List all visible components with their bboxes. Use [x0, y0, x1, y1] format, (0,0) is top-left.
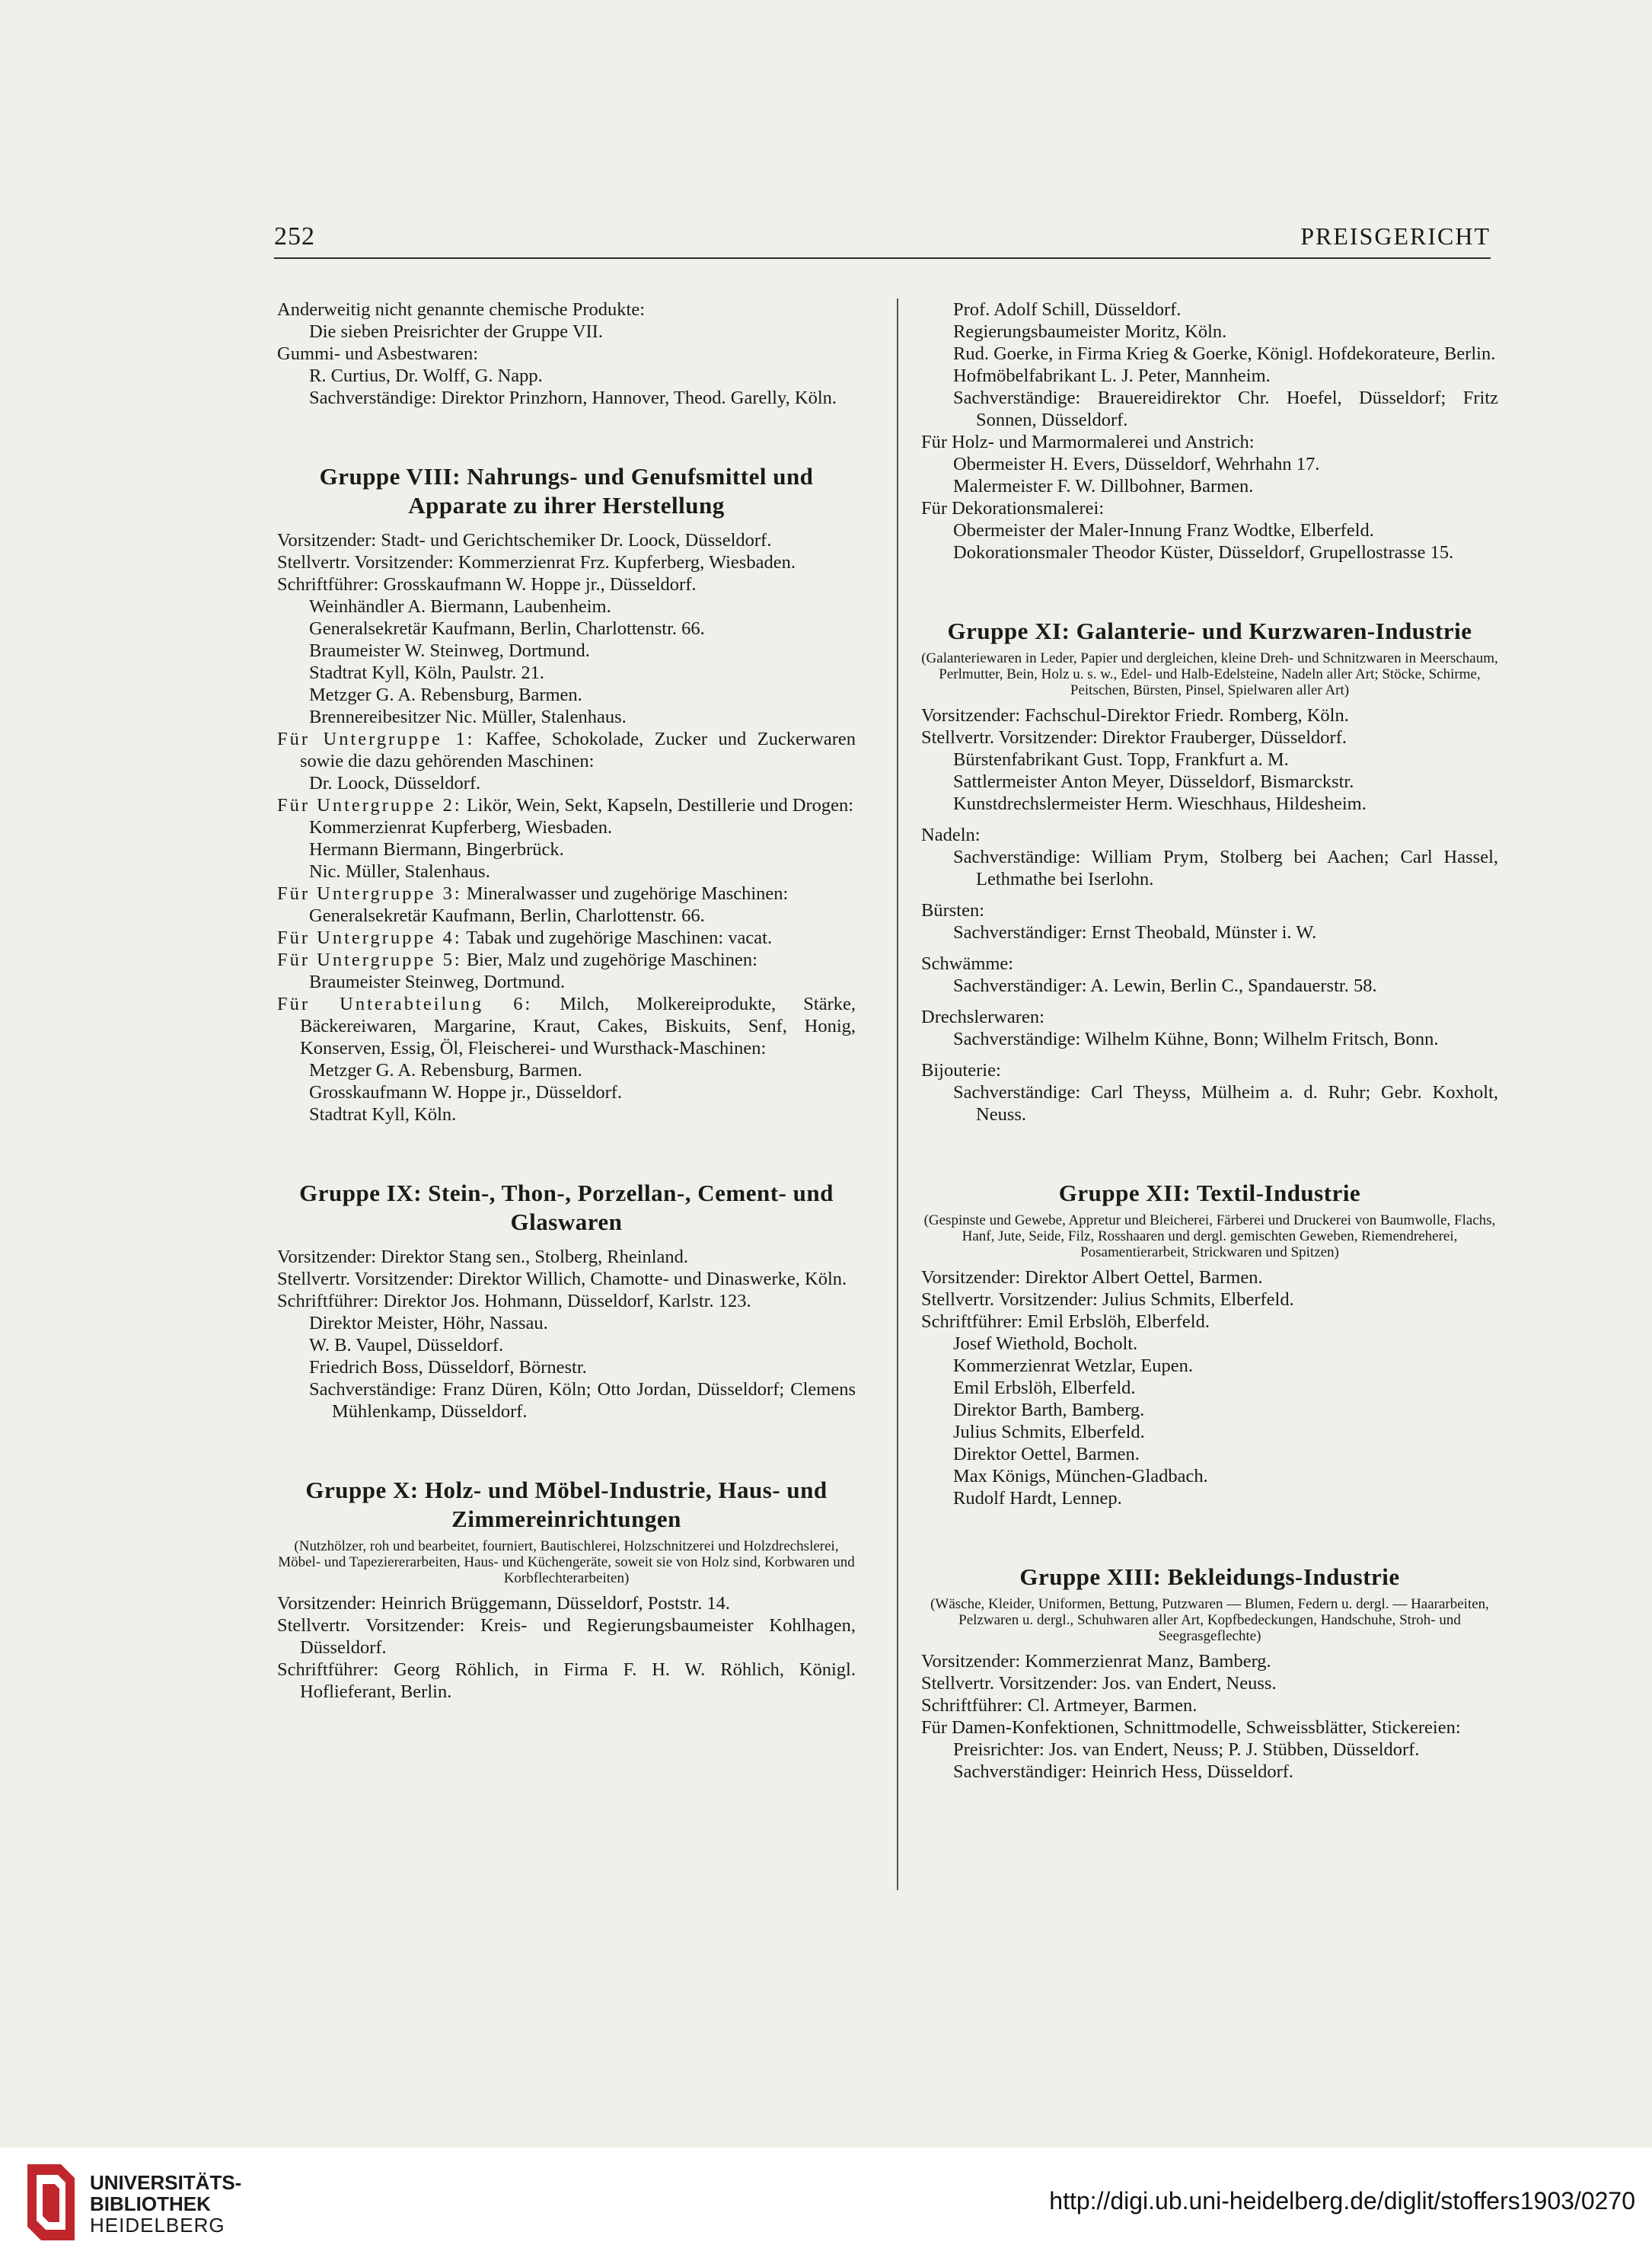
spacer [921, 1126, 1498, 1179]
member-line: Generalsekretär Kaufmann, Berlin, Charlottenstr. 66. [309, 618, 705, 639]
subgroup-text: Milch, Molkereiprodukte, Stärke, Bäckereiwaren, Margarine, Kraut, Cakes, Biskuits, Senf, Honig, Konserven, Essig, Öl, Fleischerei- und Wursthack-Maschinen: [300, 994, 856, 1059]
spacer [921, 997, 1498, 1006]
library-name-line: BIBLIOTHEK [90, 2192, 211, 2215]
subgroup-entry [277, 927, 856, 949]
library-logo-icon [21, 2164, 75, 2240]
member-line: Weinhändler A. Biermann, Laubenheim. [309, 596, 611, 617]
spacer [921, 944, 1498, 953]
page-number: 252 [274, 222, 315, 251]
entry-line: Vorsitzender: Heinrich Brüggemann, Düsseldorf, Poststr. 14. [277, 1593, 730, 1614]
entry-line: Vorsitzender: Direktor Albert Oettel, Barmen. [921, 1267, 1263, 1288]
member-line: Dokorationsmaler Theodor Küster, Düsseldorf, Grupellostrasse 15. [953, 542, 1454, 563]
subgroup-entry [277, 949, 856, 971]
member-line: Josef Wiethold, Bocholt. [953, 1333, 1138, 1354]
viewer-footer [0, 2147, 1652, 2264]
member-line: Preisrichter: Jos. van Endert, Neuss; P. J. Stübben, Düsseldorf. [953, 1739, 1420, 1760]
member-line: W. B. Vaupel, Düsseldorf. [309, 1335, 504, 1356]
member-line: Brennereibesitzer Nic. Müller, Stalenhaus. [309, 707, 627, 727]
spacer [277, 520, 856, 529]
subgroup-text: Likör, Wein, Sekt, Kapseln, Destillerie und Drogen: [466, 795, 854, 816]
experts-line: Sachverständige: William Prym, Stolberg bei Aachen; Carl Hassel, Lethmathe bei Iserlohn. [953, 847, 1498, 889]
group-subtitle-xi: (Galanteriewaren in Leder, Papier und dergleichen, kleine Dreh- und Schnitzwaren in Meerschaum, Perlmutter, Bein, Holz u. s. w., Edel- und Halb-Edelsteine, Nadeln aller Art; Stöcke, Schirme, Peitschen, Bürsten, Pinsel, Spielwaren aller Art) [921, 650, 1498, 698]
subgroup-label: Für Unterabteilung 6: [277, 994, 533, 1014]
spacer [277, 409, 856, 462]
member-line: Metzger G. A. Rebensburg, Barmen. [309, 685, 582, 705]
experts-line: Sachverständige: Carl Theyss, Mülheim a. d. Ruhr; Gebr. Koxholt, Neuss. [953, 1082, 1498, 1125]
entry-line: Vorsitzender: Fachschul-Direktor Friedr. Romberg, Köln. [921, 705, 1349, 726]
spacer [921, 890, 1498, 899]
subgroup-label: Für Untergruppe 5: [277, 950, 462, 970]
column-divider [897, 299, 898, 1890]
member-line: Rud. Goerke, in Firma Krieg & Goerke, Königl. Hofdekorateure, Berlin. [953, 343, 1496, 364]
entry-line: Vorsitzender: Kommerzienrat Manz, Bamberg. [921, 1651, 1271, 1672]
member-line: Julius Schmits, Elberfeld. [953, 1422, 1145, 1442]
member-line: Obermeister der Maler-Innung Franz Wodtke, Elberfeld. [953, 520, 1374, 541]
entry-line: Stellvertr. Vorsitzender: Julius Schmits, Elberfeld. [921, 1289, 1294, 1310]
member-line: Rudolf Hardt, Lennep. [953, 1488, 1122, 1509]
group-title-xiii: Gruppe XIII: Bekleidungs-Industrie [1019, 1563, 1400, 1590]
section-label: Für Dekorationsmalerei: [921, 498, 1105, 519]
intro-line: Die sieben Preisrichter der Gruppe VII. [309, 321, 603, 342]
group-title-x: Gruppe X: Holz- und Möbel-Industrie, Haus- und Zimmereinrichtungen [305, 1477, 828, 1532]
entry-line: Vorsitzender: Stadt- und Gerichtschemiker Dr. Loock, Düsseldorf. [277, 530, 772, 551]
library-name-line: UNIVERSITÄTS- [90, 2171, 242, 2194]
member-line: Stadtrat Kyll, Köln, Paulstr. 21. [309, 663, 544, 683]
spacer [277, 1423, 856, 1476]
experts-line: Sachverständiger: A. Lewin, Berlin C., Spandauerstr. 58. [953, 976, 1377, 996]
member-line: Kunstdrechslermeister Herm. Wieschhaus, Hildesheim. [953, 794, 1367, 814]
spacer [277, 1126, 856, 1179]
running-title: PREISGERICHT [1300, 222, 1491, 250]
entry-line: Stellvertr. Vorsitzender: Jos. van Endert, Neuss. [921, 1673, 1277, 1694]
experts-line: Sachverständige: Wilhelm Kühne, Bonn; Wilhelm Fritsch, Bonn. [953, 1029, 1439, 1049]
entry-line: Stellvertr. Vorsitzender: Kreis- und Regierungsbaumeister Kohlhagen, Düsseldorf. [277, 1615, 856, 1658]
library-name [90, 2172, 241, 2236]
section-label: Bijouterie: [921, 1060, 1001, 1081]
experts-line: Sachverständige: Brauereidirektor Chr. Hoefel, Düsseldorf; Fritz Sonnen, Düsseldorf. [953, 388, 1498, 430]
member-line: Malermeister F. W. Dillbohner, Barmen. [953, 476, 1254, 497]
member-line: Friedrich Boss, Düsseldorf, Börnestr. [309, 1357, 587, 1378]
intro-line: R. Curtius, Dr. Wolff, G. Napp. [309, 366, 543, 386]
spacer [277, 1237, 856, 1246]
member-line: Grosskaufmann W. Hoppe jr., Düsseldorf. [309, 1082, 623, 1103]
member-line: Metzger G. A. Rebensburg, Barmen. [309, 1060, 582, 1081]
group-title-xi: Gruppe XI: Galanterie- und Kurzwaren-Industrie [947, 618, 1472, 644]
intro-line: Anderweitig nicht genannte chemische Produkte: [277, 299, 646, 320]
group-title-ix: Gruppe IX: Stein-, Thon-, Porzellan-, Cement- und Glaswaren [299, 1180, 834, 1235]
member-line: Braumeister Steinweg, Dortmund. [309, 972, 566, 992]
subgroup-text: Kaffee, Schokolade, Zucker und Zuckerwaren sowie die dazu gehörenden Maschinen: [300, 729, 856, 771]
member-line: Sachverständiger: Heinrich Hess, Düsseldorf. [953, 1761, 1294, 1782]
section-label: Bürsten: [921, 900, 985, 921]
section-label: Nadeln: [921, 825, 981, 845]
subgroup-entry [277, 728, 856, 772]
library-name-line: HEIDELBERG [90, 2214, 225, 2237]
member-line: Stadtrat Kyll, Köln. [309, 1104, 457, 1125]
section-label: Schwämme: [921, 953, 1014, 974]
subgroup-text: Tabak und zugehörige Maschinen: vacat. [466, 928, 773, 948]
member-line: Max Königs, München-Gladbach. [953, 1466, 1208, 1486]
entry-line: Für Damen-Konfektionen, Schnittmodelle, Schweissblätter, Stickereien: [921, 1717, 1461, 1738]
subgroup-label: Für Untergruppe 4: [277, 928, 462, 948]
member-line: Kommerzienrat Kupferberg, Wiesbaden. [309, 817, 613, 838]
spacer [921, 1509, 1498, 1563]
group-title-viii: Gruppe VIII: Nahrungs- und Genufsmittel und Apparate zu ihrer Herstellung [319, 463, 814, 519]
group-subtitle-xiii: (Wäsche, Kleider, Uniformen, Bettung, Putzwaren — Blumen, Federn u. dergl. — Haararbeiten, Pelzwaren u. dergl., Schuhwaren aller Art, Kopfbedeckungen, Handschuhe, Stroh- und Seegrasgeflechte) [930, 1596, 1489, 1644]
section-label: Drechslerwaren: [921, 1007, 1044, 1027]
entry-line: Schriftführer: Grosskaufmann W. Hoppe jr., Düsseldorf. [277, 574, 697, 595]
entry-line: Schriftführer: Emil Erbslöh, Elberfeld. [921, 1311, 1210, 1332]
subgroup-text: Bier, Malz und zugehörige Maschinen: [466, 950, 757, 970]
entry-line: Schriftführer: Georg Röhlich, in Firma F. H. W. Röhlich, Königl. Hoflieferant, Berlin. [277, 1659, 856, 1702]
entry-line: Stellvertr. Vorsitzender: Direktor Frauberger, Düsseldorf. [921, 727, 1347, 748]
entry-line: Schriftführer: Direktor Jos. Hohmann, Düsseldorf, Karlstr. 123. [277, 1291, 751, 1311]
experts-line: Sachverständige: Franz Düren, Köln; Otto Jordan, Düsseldorf; Clemens Mühlenkamp, Düsseldorf. [309, 1379, 856, 1422]
member-line: Kommerzienrat Wetzlar, Eupen. [953, 1356, 1193, 1376]
subgroup-label: Für Untergruppe 2: [277, 795, 462, 816]
subgroup-entry [277, 883, 856, 905]
entry-line: Stellvertr. Vorsitzender: Direktor Willich, Chamotte- und Dinaswerke, Köln. [277, 1269, 847, 1289]
group-subtitle-x: (Nutzhölzer, roh und bearbeitet, fourniert, Bautischlerei, Holzschnitzerei und Holzdrechslerei, Möbel- und Tapeziererarbeiten, Haus- und Küchengeräte, soweit sie von Holz sind, Korbwaren und Korbflechterarbeiten) [278, 1538, 855, 1586]
spacer [921, 815, 1498, 824]
member-line: Emil Erbslöh, Elberfeld. [953, 1378, 1136, 1398]
member-line: Bürstenfabrikant Gust. Topp, Frankfurt a. M. [953, 749, 1289, 770]
experts-line: Sachverständiger: Ernst Theobald, Münster i. W. [953, 922, 1317, 943]
permalink-url[interactable]: http://digi.ub.uni-heidelberg.de/diglit/stoffers1903/0270 [1049, 2187, 1635, 2215]
left-column [277, 299, 856, 1703]
member-line: Hofmöbelfabrikant L. J. Peter, Mannheim. [953, 366, 1271, 386]
group-title-xii: Gruppe XII: Textil-Industrie [1058, 1180, 1361, 1206]
entry-line: Vorsitzender: Direktor Stang sen., Stolberg, Rheinland. [277, 1247, 689, 1267]
intro-line: Gummi- und Asbestwaren: [277, 343, 479, 364]
entry-line: Stellvertr. Vorsitzender: Kommerzienrat Frz. Kupferberg, Wiesbaden. [277, 552, 796, 573]
member-line: Nic. Müller, Stalenhaus. [309, 861, 490, 882]
subgroup-label: Für Untergruppe 1: [277, 729, 475, 749]
spacer [921, 1050, 1498, 1059]
member-line: Obermeister H. Evers, Düsseldorf, Wehrhahn 17. [953, 454, 1320, 474]
entry-line: Schriftführer: Cl. Artmeyer, Barmen. [921, 1695, 1198, 1716]
member-line: Braumeister W. Steinweg, Dortmund. [309, 640, 590, 661]
member-line: Prof. Adolf Schill, Düsseldorf. [953, 299, 1182, 320]
section-label: Für Holz- und Marmormalerei und Anstrich: [921, 432, 1255, 452]
member-line: Direktor Oettel, Barmen. [953, 1444, 1140, 1464]
group-subtitle-xii: (Gespinste und Gewebe, Appretur und Bleicherei, Färberei und Druckerei von Baumwolle, Flachs, Hanf, Jute, Seide, Filz, Rosshaaren und dergl. gemischten Geweben, Riemendreherei, Posamentierarbeit, Strickwaren und Spitzen) [923, 1212, 1496, 1260]
member-line: Sattlermeister Anton Meyer, Düsseldorf, Bismarckstr. [953, 771, 1354, 792]
member-line: Generalsekretär Kaufmann, Berlin, Charlottenstr. 66. [309, 905, 705, 926]
member-line: Direktor Meister, Höhr, Nassau. [309, 1313, 548, 1333]
member-line: Regierungsbaumeister Moritz, Köln. [953, 321, 1227, 342]
member-line: Hermann Biermann, Bingerbrück. [309, 839, 564, 860]
member-line: Direktor Barth, Bamberg. [953, 1400, 1145, 1420]
intro-line: Sachverständige: Direktor Prinzhorn, Hannover, Theod. Garelly, Köln. [309, 388, 837, 408]
member-line: Dr. Loock, Düsseldorf. [309, 773, 481, 794]
subgroup-text: Mineralwasser und zugehörige Maschinen: [466, 883, 789, 904]
subgroup-entry [277, 993, 856, 1059]
spacer [921, 564, 1498, 617]
header-rule [274, 257, 1491, 259]
subgroup-label: Für Untergruppe 3: [277, 883, 462, 904]
subgroup-entry [277, 794, 856, 816]
right-column [921, 299, 1498, 1783]
